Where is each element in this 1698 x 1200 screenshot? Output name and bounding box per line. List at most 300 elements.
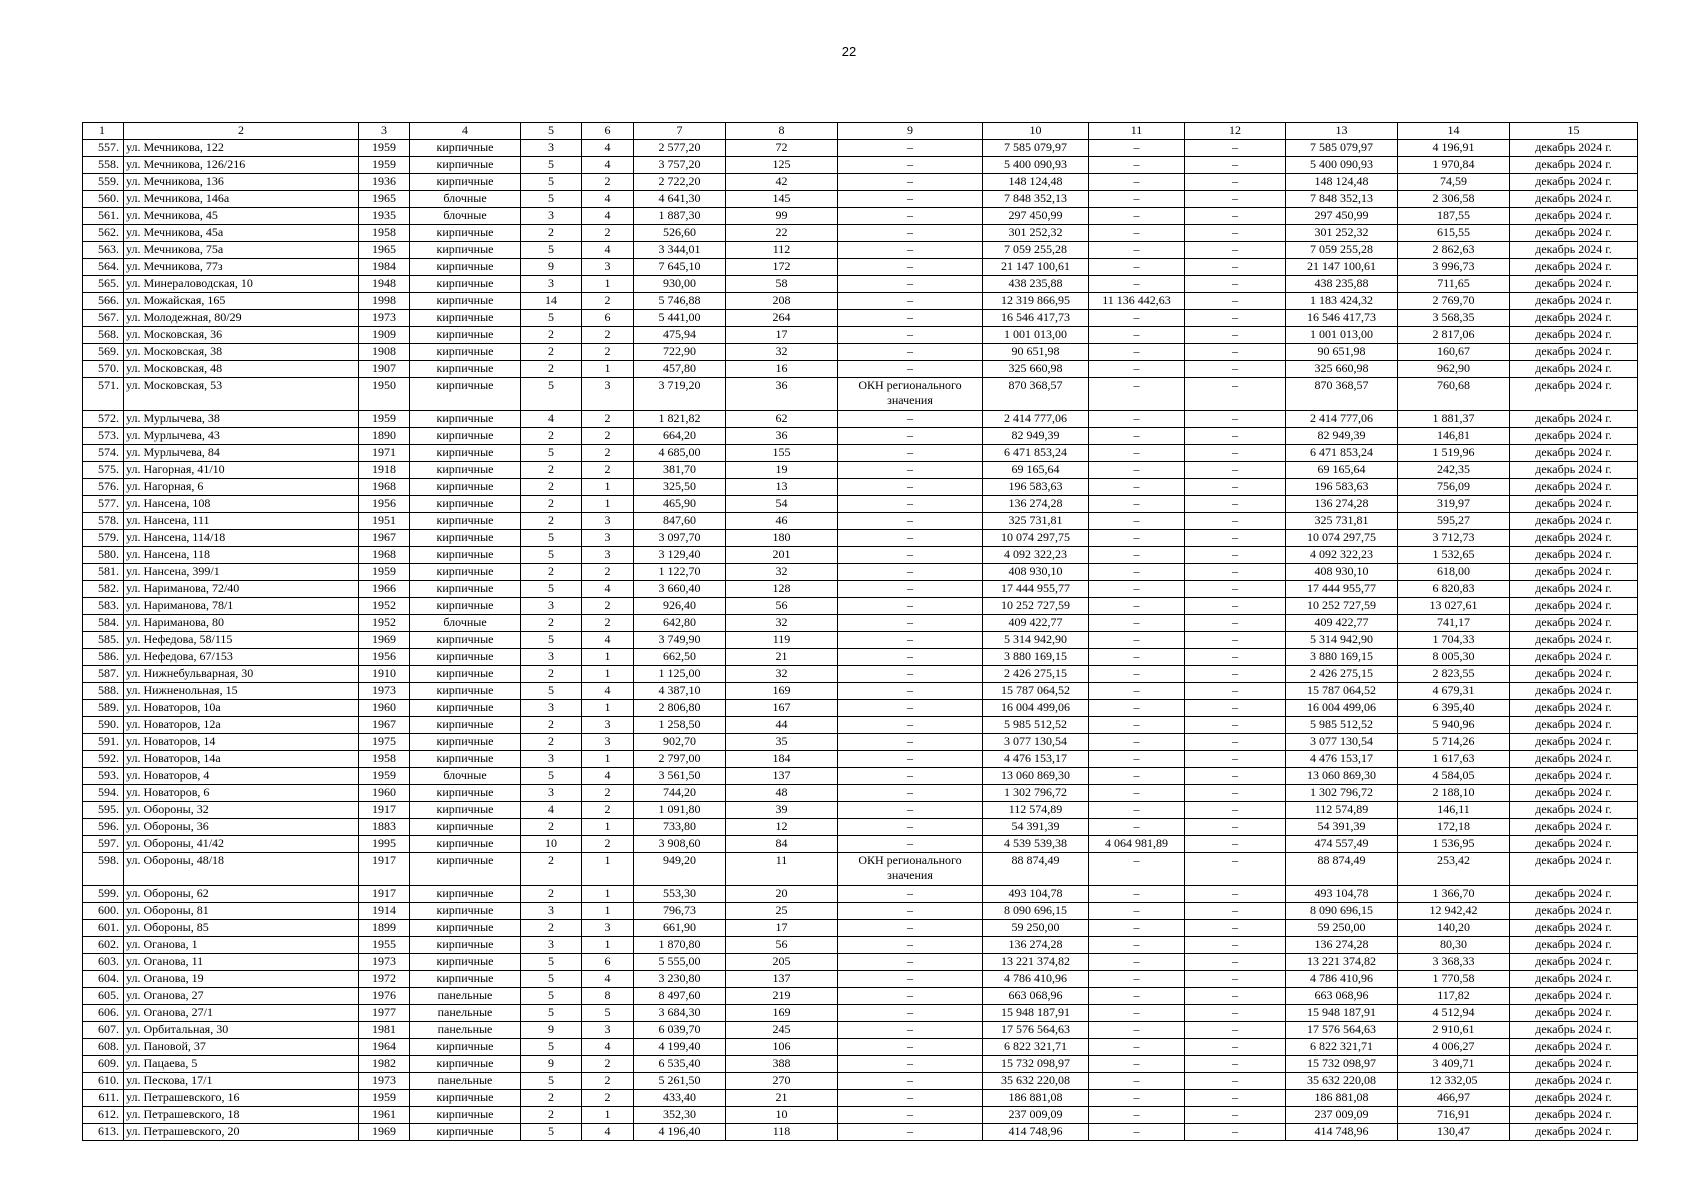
table-cell: 148 124,48	[1286, 174, 1398, 191]
table-cell: кирпичные	[410, 853, 521, 886]
table-cell: 5 746,88	[634, 293, 726, 310]
table-cell: 15 948 187,91	[983, 1005, 1089, 1022]
table-cell: 1 125,00	[634, 666, 726, 683]
table-cell: ул. Нагорная, 6	[124, 479, 359, 496]
table-cell: 297 450,99	[983, 208, 1089, 225]
table-cell: 46	[726, 513, 838, 530]
table-cell: –	[838, 479, 983, 496]
table-cell: 5	[521, 378, 582, 411]
table-cell: 2	[582, 615, 634, 632]
table-cell: 570.	[83, 361, 124, 378]
table-cell: 7 059 255,28	[983, 242, 1089, 259]
table-cell: декабрь 2024 г.	[1510, 802, 1638, 819]
table-cell: 7 059 255,28	[1286, 242, 1398, 259]
table-cell: 2	[521, 615, 582, 632]
table-cell: 5 261,50	[634, 1073, 726, 1090]
table-cell: кирпичные	[410, 327, 521, 344]
table-cell: 21	[726, 649, 838, 666]
table-cell: 564.	[83, 259, 124, 276]
table-cell: 5	[521, 683, 582, 700]
table-row	[83, 276, 1638, 293]
table-cell: ул. Нансена, 118	[124, 547, 359, 564]
table-cell: ул. Нансена, 111	[124, 513, 359, 530]
table-cell: –	[1185, 496, 1286, 513]
table-cell: 196 583,63	[1286, 479, 1398, 496]
table-cell: 1960	[359, 785, 410, 802]
table-cell: 571.	[83, 378, 124, 411]
table-cell: 8 090 696,15	[983, 903, 1089, 920]
table-cell: 1917	[359, 802, 410, 819]
table-cell: 2	[521, 462, 582, 479]
table-cell: кирпичные	[410, 140, 521, 157]
table-cell: –	[1185, 954, 1286, 971]
table-cell: 756,09	[1398, 479, 1510, 496]
table-cell: –	[838, 327, 983, 344]
table-cell: 2 577,20	[634, 140, 726, 157]
table-cell: 56	[726, 598, 838, 615]
table-cell: 584.	[83, 615, 124, 632]
table-cell: 1935	[359, 208, 410, 225]
table-cell: ул. Нефедова, 67/153	[124, 649, 359, 666]
table-cell: 2	[521, 886, 582, 903]
table-cell: 1 183 424,32	[1286, 293, 1398, 310]
table-cell: 13 060 869,30	[983, 768, 1089, 785]
table-cell: 39	[726, 802, 838, 819]
table-cell: 663 068,96	[1286, 988, 1398, 1005]
table-cell: 32	[726, 615, 838, 632]
table-cell: 4	[582, 157, 634, 174]
table-cell: 148 124,48	[983, 174, 1089, 191]
table-cell: 1 770,58	[1398, 971, 1510, 988]
table-cell: 10 252 727,59	[983, 598, 1089, 615]
table-cell: кирпичные	[410, 445, 521, 462]
table-cell: 1 302 796,72	[1286, 785, 1398, 802]
table-cell: 5	[521, 1005, 582, 1022]
table-cell: 6 395,40	[1398, 700, 1510, 717]
table-cell: 559.	[83, 174, 124, 191]
table-cell: 16 546 417,73	[983, 310, 1089, 327]
table-cell: 253,42	[1398, 853, 1510, 886]
table-cell: 602.	[83, 937, 124, 954]
table-cell: 3	[582, 717, 634, 734]
table-row	[83, 717, 1638, 734]
table-cell: декабрь 2024 г.	[1510, 361, 1638, 378]
table-row	[83, 615, 1638, 632]
table-cell: ул. Обороны, 32	[124, 802, 359, 819]
table-cell: ул. Московская, 36	[124, 327, 359, 344]
table-cell: ул. Пановой, 37	[124, 1039, 359, 1056]
table-cell: декабрь 2024 г.	[1510, 208, 1638, 225]
table-cell: 583.	[83, 598, 124, 615]
table-cell: 642,80	[634, 615, 726, 632]
table-cell: 325 731,81	[1286, 513, 1398, 530]
table-cell: 32	[726, 344, 838, 361]
table-cell: 7 848 352,13	[983, 191, 1089, 208]
table-row	[83, 378, 1638, 411]
table-cell: –	[1185, 836, 1286, 853]
column-number: 11	[1089, 123, 1185, 140]
table-cell: 130,47	[1398, 1124, 1510, 1141]
table-cell: 1 091,80	[634, 802, 726, 819]
table-cell: –	[1185, 581, 1286, 598]
table-row	[83, 293, 1638, 310]
table-cell: кирпичные	[410, 785, 521, 802]
table-cell: –	[1185, 971, 1286, 988]
table-cell: 4 476 153,17	[983, 751, 1089, 768]
table-cell: –	[1185, 564, 1286, 581]
table-cell: 4 685,00	[634, 445, 726, 462]
table-cell: 1 532,65	[1398, 547, 1510, 564]
table-cell: 1 519,96	[1398, 445, 1510, 462]
table-cell: 4 064 981,89	[1089, 836, 1185, 853]
table-cell: декабрь 2024 г.	[1510, 191, 1638, 208]
table-row	[83, 327, 1638, 344]
table-row	[83, 140, 1638, 157]
table-cell: 2	[521, 853, 582, 886]
table-cell: –	[838, 208, 983, 225]
table-cell: –	[1185, 208, 1286, 225]
table-cell: блочные	[410, 208, 521, 225]
table-row	[83, 361, 1638, 378]
table-cell: 2	[582, 1090, 634, 1107]
table-cell: 1998	[359, 293, 410, 310]
table-cell: 604.	[83, 971, 124, 988]
table-cell: 563.	[83, 242, 124, 259]
table-cell: 1961	[359, 1107, 410, 1124]
column-number: 4	[410, 123, 521, 140]
table-cell: кирпичные	[410, 174, 521, 191]
table-cell: 1965	[359, 242, 410, 259]
table-cell: кирпичные	[410, 1090, 521, 1107]
table-cell: 2	[582, 598, 634, 615]
table-cell: ул. Оганова, 19	[124, 971, 359, 988]
table-cell: декабрь 2024 г.	[1510, 649, 1638, 666]
column-number-header	[83, 123, 1638, 140]
table-cell: 3	[582, 259, 634, 276]
table-cell: –	[1185, 649, 1286, 666]
table-cell: 1959	[359, 411, 410, 428]
column-number: 5	[521, 123, 582, 140]
table-cell: декабрь 2024 г.	[1510, 276, 1638, 293]
table-cell: 15 732 098,97	[1286, 1056, 1398, 1073]
table-cell: 615,55	[1398, 225, 1510, 242]
table-cell: 118	[726, 1124, 838, 1141]
table-row	[83, 496, 1638, 513]
table-cell: 325,50	[634, 479, 726, 496]
table-cell: –	[1185, 445, 1286, 462]
table-cell: –	[838, 632, 983, 649]
column-number: 6	[582, 123, 634, 140]
table-cell: 1	[582, 479, 634, 496]
table-cell: кирпичные	[410, 496, 521, 513]
table-cell: 597.	[83, 836, 124, 853]
table-cell: 2 414 777,06	[983, 411, 1089, 428]
table-cell: ул. Мечникова, 136	[124, 174, 359, 191]
table-cell: 1959	[359, 157, 410, 174]
table-cell: кирпичные	[410, 242, 521, 259]
table-cell: –	[838, 276, 983, 293]
table-cell: 72	[726, 140, 838, 157]
table-cell: 1973	[359, 1073, 410, 1090]
table-cell: 13 221 374,82	[983, 954, 1089, 971]
table-row	[83, 208, 1638, 225]
table-cell: 1959	[359, 1090, 410, 1107]
table-cell: 1948	[359, 276, 410, 293]
table-cell: 1975	[359, 734, 410, 751]
table-cell: ул. Нансена, 108	[124, 496, 359, 513]
table-row	[83, 853, 1638, 886]
table-cell: 325 660,98	[1286, 361, 1398, 378]
table-cell: –	[838, 1124, 983, 1141]
table-cell: 297 450,99	[1286, 208, 1398, 225]
table-row	[83, 581, 1638, 598]
table-cell: –	[838, 564, 983, 581]
table-cell: –	[838, 310, 983, 327]
table-cell: кирпичные	[410, 598, 521, 615]
table-cell: декабрь 2024 г.	[1510, 683, 1638, 700]
table-cell: 561.	[83, 208, 124, 225]
table-cell: 1909	[359, 327, 410, 344]
table-cell: кирпичные	[410, 1056, 521, 1073]
table-cell: 169	[726, 1005, 838, 1022]
table-cell: 2	[582, 836, 634, 853]
table-cell: –	[838, 174, 983, 191]
table-cell: декабрь 2024 г.	[1510, 1124, 1638, 1141]
table-cell: –	[838, 683, 983, 700]
table-cell: –	[1185, 293, 1286, 310]
table-cell: –	[1089, 734, 1185, 751]
table-cell: 1965	[359, 191, 410, 208]
column-number: 3	[359, 123, 410, 140]
table-cell: 4	[582, 191, 634, 208]
table-cell: декабрь 2024 г.	[1510, 496, 1638, 513]
table-cell: –	[1089, 479, 1185, 496]
table-cell: ул. Минераловодская, 10	[124, 276, 359, 293]
table-cell: декабрь 2024 г.	[1510, 1022, 1638, 1039]
table-row	[83, 547, 1638, 564]
table-cell: 2	[521, 734, 582, 751]
table-cell: –	[838, 1107, 983, 1124]
table-cell: 201	[726, 547, 838, 564]
table-cell: панельные	[410, 1073, 521, 1090]
table-cell: 4	[582, 208, 634, 225]
table-cell: 1	[582, 1107, 634, 1124]
table-cell: 242,35	[1398, 462, 1510, 479]
table-cell: 3	[521, 649, 582, 666]
table-cell: декабрь 2024 г.	[1510, 1039, 1638, 1056]
table-cell: –	[1089, 954, 1185, 971]
table-cell: декабрь 2024 г.	[1510, 1107, 1638, 1124]
table-cell: –	[838, 649, 983, 666]
table-cell: –	[838, 411, 983, 428]
table-cell: кирпичные	[410, 802, 521, 819]
table-cell: ул. Мурлычева, 43	[124, 428, 359, 445]
table-cell: –	[1185, 1022, 1286, 1039]
table-cell: –	[1089, 1073, 1185, 1090]
table-cell: 2	[521, 1090, 582, 1107]
table-cell: –	[1089, 225, 1185, 242]
table-cell: 870 368,57	[983, 378, 1089, 411]
table-cell: 145	[726, 191, 838, 208]
table-cell: –	[1089, 683, 1185, 700]
table-cell: –	[1089, 259, 1185, 276]
table-row	[83, 479, 1638, 496]
table-cell: 5	[521, 632, 582, 649]
table-cell: 32	[726, 666, 838, 683]
table-cell: 112	[726, 242, 838, 259]
table-cell: –	[838, 157, 983, 174]
table-cell: декабрь 2024 г.	[1510, 1056, 1638, 1073]
table-cell: 3	[521, 700, 582, 717]
table-cell: –	[1185, 174, 1286, 191]
table-cell: 2 797,00	[634, 751, 726, 768]
table-cell: 88 874,49	[1286, 853, 1398, 886]
table-cell: –	[1185, 157, 1286, 174]
table-cell: 5	[521, 581, 582, 598]
table-cell: кирпичные	[410, 259, 521, 276]
table-cell: 3 908,60	[634, 836, 726, 853]
table-cell: –	[1089, 768, 1185, 785]
table-cell: 88 874,49	[983, 853, 1089, 886]
table-cell: 136 274,28	[983, 937, 1089, 954]
table-cell: 5	[521, 988, 582, 1005]
table-cell: –	[1089, 462, 1185, 479]
table-cell: ул. Мечникова, 45	[124, 208, 359, 225]
table-cell: кирпичные	[410, 157, 521, 174]
table-cell: 599.	[83, 886, 124, 903]
table-cell: 457,80	[634, 361, 726, 378]
table-cell: 5	[521, 1124, 582, 1141]
table-cell: ул. Нижненольная, 15	[124, 683, 359, 700]
table-cell: 1973	[359, 310, 410, 327]
table-row	[83, 937, 1638, 954]
table-cell: 1956	[359, 649, 410, 666]
table-cell: 167	[726, 700, 838, 717]
table-cell: декабрь 2024 г.	[1510, 581, 1638, 598]
table-cell: 2 806,80	[634, 700, 726, 717]
table-cell: –	[1185, 1005, 1286, 1022]
table-row	[83, 649, 1638, 666]
table-cell: 4 092 322,23	[1286, 547, 1398, 564]
table-cell: кирпичные	[410, 479, 521, 496]
table-cell: –	[1185, 276, 1286, 293]
table-cell: 2	[582, 445, 634, 462]
table-cell: декабрь 2024 г.	[1510, 225, 1638, 242]
table-cell: 567.	[83, 310, 124, 327]
table-cell: 2	[582, 1073, 634, 1090]
table-cell: 245	[726, 1022, 838, 1039]
table-cell: –	[1089, 513, 1185, 530]
table-cell: 1 704,33	[1398, 632, 1510, 649]
table-cell: 600.	[83, 903, 124, 920]
table-cell: ул. Московская, 38	[124, 344, 359, 361]
table-cell: –	[1185, 666, 1286, 683]
table-cell: 112 574,89	[983, 802, 1089, 819]
table-cell: 1899	[359, 920, 410, 937]
table-cell: 5 314 942,90	[1286, 632, 1398, 649]
table-cell: кирпичные	[410, 411, 521, 428]
table-cell: ул. Петрашевского, 20	[124, 1124, 359, 1141]
table-cell: 3	[582, 513, 634, 530]
table-cell: кирпичные	[410, 700, 521, 717]
table-cell: 2	[582, 293, 634, 310]
table-cell: 36	[726, 378, 838, 411]
table-cell: 3 996,73	[1398, 259, 1510, 276]
table-cell: декабрь 2024 г.	[1510, 751, 1638, 768]
table-cell: 82 949,39	[1286, 428, 1398, 445]
table-cell: декабрь 2024 г.	[1510, 819, 1638, 836]
table-cell: 184	[726, 751, 838, 768]
table-cell: 572.	[83, 411, 124, 428]
table-cell: –	[838, 1005, 983, 1022]
table-cell: 22	[726, 225, 838, 242]
table-cell: 2	[521, 717, 582, 734]
table-cell: 1982	[359, 1056, 410, 1073]
table-cell: кирпичные	[410, 954, 521, 971]
table-cell: 90 651,98	[983, 344, 1089, 361]
table-cell: декабрь 2024 г.	[1510, 971, 1638, 988]
table-cell: –	[838, 717, 983, 734]
table-cell: 13 060 869,30	[1286, 768, 1398, 785]
table-row	[83, 1090, 1638, 1107]
table-cell: 2 188,10	[1398, 785, 1510, 802]
table-cell: 3	[521, 751, 582, 768]
table-cell: 6 820,83	[1398, 581, 1510, 598]
table-body	[83, 123, 1638, 1141]
table-cell: –	[1185, 768, 1286, 785]
table-cell: декабрь 2024 г.	[1510, 327, 1638, 344]
table-cell: 744,20	[634, 785, 726, 802]
table-cell: 586.	[83, 649, 124, 666]
table-cell: 2	[521, 1107, 582, 1124]
column-number: 1	[83, 123, 124, 140]
table-cell: 5	[521, 1073, 582, 1090]
table-cell: –	[838, 191, 983, 208]
table-cell: –	[1089, 361, 1185, 378]
table-cell: 13 221 374,82	[1286, 954, 1398, 971]
table-cell: кирпичные	[410, 717, 521, 734]
table-cell: 14	[521, 293, 582, 310]
table-cell: –	[1089, 157, 1185, 174]
table-row	[83, 700, 1638, 717]
table-row	[83, 513, 1638, 530]
table-cell: декабрь 2024 г.	[1510, 259, 1638, 276]
table-cell: 6 822 321,71	[1286, 1039, 1398, 1056]
table-cell: 5 985 512,52	[983, 717, 1089, 734]
table-cell: кирпичные	[410, 734, 521, 751]
table-cell: 3	[582, 920, 634, 937]
table-cell: –	[1089, 1022, 1185, 1039]
table-cell: декабрь 2024 г.	[1510, 479, 1638, 496]
table-cell: 2	[521, 819, 582, 836]
table-cell: 9	[521, 1056, 582, 1073]
table-cell: кирпичные	[410, 683, 521, 700]
table-cell: 5	[521, 174, 582, 191]
table-cell: 160,67	[1398, 344, 1510, 361]
table-cell: ул. Можайская, 165	[124, 293, 359, 310]
table-cell: 2	[582, 327, 634, 344]
table-cell: 1981	[359, 1022, 410, 1039]
table-cell: 136 274,28	[1286, 937, 1398, 954]
table-cell: 1 122,70	[634, 564, 726, 581]
table-cell: декабрь 2024 г.	[1510, 988, 1638, 1005]
table-cell: 3 719,20	[634, 378, 726, 411]
table-cell: 582.	[83, 581, 124, 598]
table-cell: 4	[582, 581, 634, 598]
table-row	[83, 1056, 1638, 1073]
table-cell: 3 077 130,54	[1286, 734, 1398, 751]
table-cell: 1	[582, 649, 634, 666]
